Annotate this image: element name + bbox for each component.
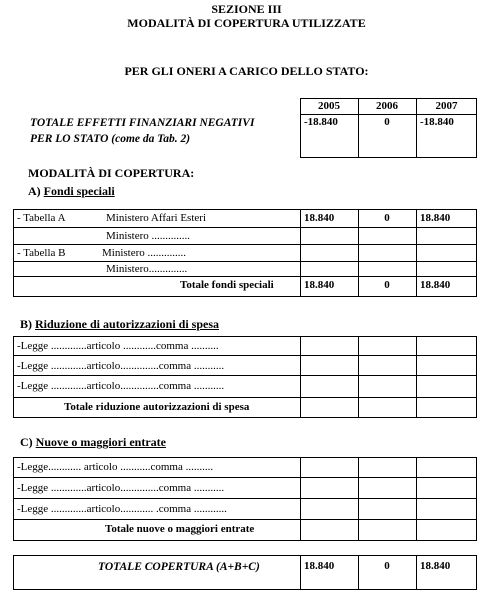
section-title: SEZIONE III (211, 2, 282, 16)
section-b-row-1: -Legge .............articolo ............comma .......... (17, 340, 219, 352)
section-a-row-1-ministry: Ministero Affari Esteri (106, 212, 206, 224)
section-c-row-2: -Legge .............articolo..............comma ........... (17, 482, 225, 494)
section-b-total-label: Totale riduzione autorizzazioni di spesa (64, 401, 250, 413)
section-a-row-3-label: - Tabella B (17, 247, 66, 259)
section-a-total-2005: 18.840 (304, 279, 335, 291)
section-c-row-1: -Legge............ articolo ...........comma .......... (17, 461, 214, 473)
section-b-row-3: -Legge .............articolo..............comma ........... (17, 380, 225, 392)
section-a-total-2007: 18.840 (420, 279, 451, 291)
section-a-row-1-2007: 18.840 (420, 212, 451, 224)
totale-copertura-2007: 18.840 (420, 560, 451, 572)
totale-effetti-2005: -18.840 (304, 116, 338, 128)
section-c-total-label: Totale nuove o maggiori entrate (105, 523, 255, 535)
totale-effetti-2006: 0 (384, 116, 390, 128)
section-a-row-4-ministry: Ministero.............. (106, 263, 188, 275)
section-b-row-2: -Legge .............articolo..............comma ........... (17, 360, 225, 372)
totale-copertura-label: TOTALE COPERTURA (A+B+C) (98, 561, 260, 573)
section-a-row-2-ministry: Ministero .............. (106, 230, 191, 242)
section-a-row-1-label: - Tabella A (17, 212, 66, 224)
section-a-row-1-2006: 0 (384, 212, 390, 224)
section-c-heading: C) Nuove o maggiori entrate (20, 435, 166, 449)
section-c-row-3: -Legge .............articolo............ .comma ............ (17, 503, 227, 515)
totale-copertura-2005: 18.840 (304, 560, 335, 572)
totale-copertura-2006: 0 (384, 560, 390, 572)
year-2007: 2007 (435, 100, 458, 112)
section-a-row-3-ministry: Ministero .............. (102, 247, 187, 259)
year-2006: 2006 (376, 100, 398, 112)
totale-effetti-label-1: TOTALE EFFETTI FINANZIARI NEGATIVI (30, 117, 255, 129)
section-a-total-2006: 0 (384, 279, 390, 291)
section-a-row-1-2005: 18.840 (304, 212, 335, 224)
totale-effetti-2007: -18.840 (420, 116, 454, 128)
oneri-heading: PER GLI ONERI A CARICO DELLO STATO: (124, 64, 369, 78)
section-a-total-label: Totale fondi speciali (180, 279, 274, 291)
modalita-heading: MODALITÀ DI COPERTURA: (28, 166, 195, 180)
totale-effetti-label-2: PER LO STATO (come da Tab. 2) (30, 133, 191, 145)
section-a-heading: A) Fondi speciali (28, 184, 115, 198)
section-subtitle: MODALITÀ DI COPERTURA UTILIZZATE (127, 16, 366, 30)
year-2005: 2005 (318, 100, 340, 112)
section-b-heading: B) Riduzione di autorizzazioni di spesa (20, 317, 220, 331)
